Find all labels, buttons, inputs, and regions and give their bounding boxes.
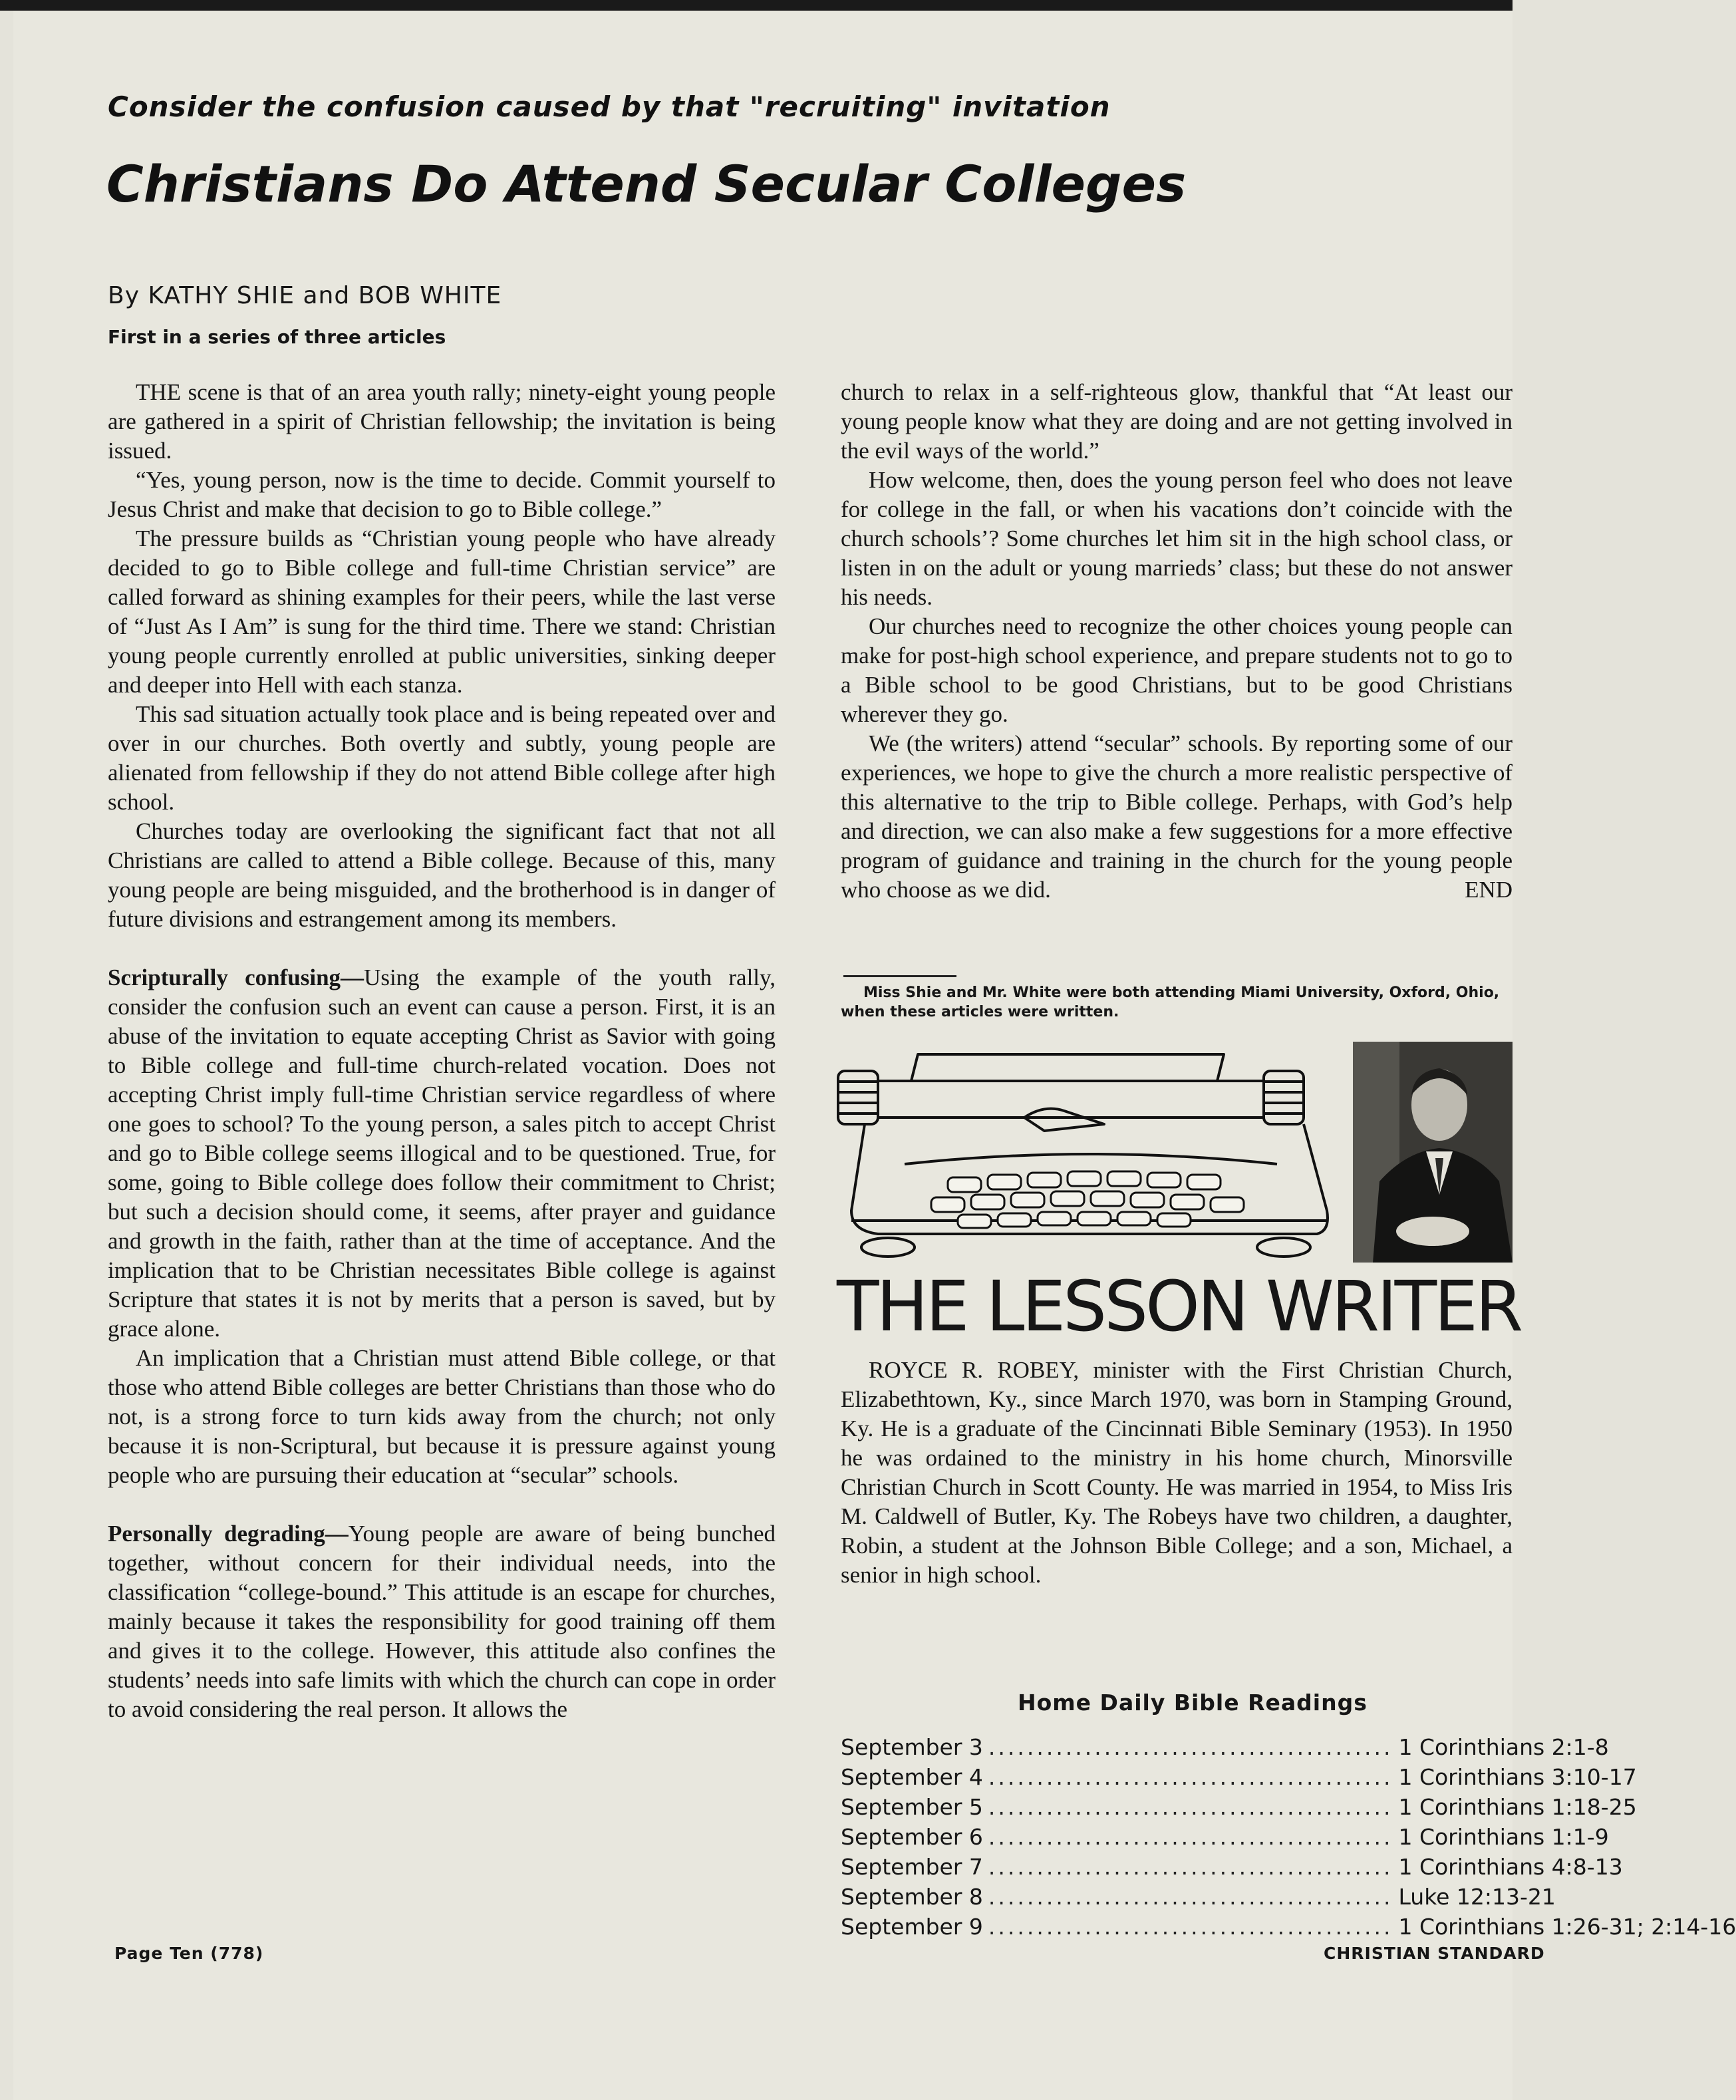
note-rule: [843, 975, 956, 977]
reading-row: [841, 1732, 1609, 1762]
paragraph: church to relax in a self-righteous glow, thankful that “At least our young people know what they are doing and are not getting involved in the evil ways of the world.”: [841, 379, 1513, 464]
author-note: Miss Shie and Mr. White were both attending Miami University, Oxford, Ohio, when these articles were written.: [841, 984, 1500, 1020]
author-photo-portrait: [1353, 1042, 1513, 1263]
section-text: Using the example of the youth rally, consider the confusion such an event can cause a person. First, it is an abuse of the invitation to equate accepting Christ as Savior with going to Bible college and full-time church-related vocation. Does not accepting Christ imply full-time Christian service regardless of where one goes to school? To the young person, a sales pitch to accept Christ and go to Bible college seems illogical and to be questioned. True, for some, going to Bible college does follow their commitment to Christ; but such a decision should come, it seems, after prayer and guidance and growth in the faith, rather than at the time of acceptance. And the implication that to be Christian necessitates Bible college is against Scripture that states it is not by merits that a person is saved, but by grace alone.: [108, 965, 776, 1342]
lesson-writer-bio: ROYCE R. ROBEY, minister with the First Christian Church, Elizabethtown, Ky., since March 1970, was born in Stamping Ground, Ky. He is a graduate of the Cincinnati Bible Seminary (1953). In 1950 he was ordained to the ministry in his home church, Minorsville Christian Church in Scott County. He was married in 1954, to Miss Iris M. Caldwell of Butler, Ky. The Robeys have two children, a daughter, Robin, a student at the Johnson Bible College; and a son, Michael, a senior in high school.: [841, 1357, 1513, 1588]
reading-row: [841, 1882, 1556, 1912]
paragraph: THE scene is that of an area youth rally; ninety-eight young people are gathered in a spirit of Christian fellowship; the invitation is being issued.: [108, 379, 776, 464]
paragraph: Our churches need to recognize the other choices young people can make for post-high school experience, and prepare students not to go to a Bible school to be good Christians, but to be good Christians wherever they go.: [841, 613, 1513, 727]
publication-name: CHRISTIAN STANDARD: [1324, 1944, 1545, 1963]
reading-row: [841, 1912, 1736, 1942]
reading-date: September 3: [841, 1734, 983, 1760]
leader-dots: ..........................................: [988, 1884, 1393, 1910]
paragraph: We (the writers) attend “secular” schools. By reporting some of our experiences, we hope to give the church a more realistic perspective of this alternative to the trip to Bible college. Perhaps, with God’s help and direction, we can also make a few suggestions for a more effective program of guidance and training in the church for the young people who choose as we did.: [841, 730, 1513, 903]
leader-dots: ..........................................: [988, 1794, 1393, 1820]
reading-row: [841, 1852, 1623, 1882]
section-scripturally-confusing: [108, 963, 776, 1344]
article-right-column: [841, 378, 1513, 905]
leader-dots: ..........................................: [988, 1764, 1393, 1790]
reading-reference: 1 Corinthians 3:10-17: [1398, 1764, 1637, 1790]
paragraph: This sad situation actually took place and is being repeated over and over in our churches. Both overtly and subtly, young people are alienated from fellowship if they do not attend Bible college after high school.: [108, 701, 776, 815]
reading-date: September 9: [841, 1914, 983, 1940]
reading-reference: 1 Corinthians 4:8-13: [1398, 1854, 1623, 1880]
typewriter-illustration: [825, 1044, 1344, 1264]
article-left-column: [108, 378, 776, 1724]
leader-dots: ..........................................: [988, 1854, 1393, 1880]
section-heading: Personally degrading—: [108, 1521, 349, 1547]
paragraph: An implication that a Christian must attend Bible college, or that those who attend Bible colleges are better Christians than those who do not, is a strong force to turn kids away from the church; not only because it is non-Scriptural, but because it is pressure against young people who are pursuing their education at “secular” schools.: [108, 1345, 776, 1488]
reading-date: September 7: [841, 1854, 983, 1880]
reading-row: [841, 1762, 1637, 1792]
paragraph: “Yes, young person, now is the time to decide. Commit yourself to Jesus Christ and make that decision to go to Bible college.”: [108, 467, 776, 522]
section-personally-degrading: [108, 1519, 776, 1724]
reading-reference: Luke 12:13-21: [1398, 1884, 1556, 1910]
reading-reference: 1 Corinthians 2:1-8: [1398, 1734, 1609, 1760]
paragraph-with-end: [841, 729, 1513, 905]
reading-date: September 4: [841, 1764, 983, 1790]
paragraph: The pressure builds as “Christian young people who have already decided to go to Bible college and full-time Christian service” are called forward as shining examples for their peers, while the last verse of “Just As I Am” is sung for the third time. There we stand: Christian young people currently enrolled at public universities, sinking deeper and deeper into Hell with each stanza.: [108, 525, 776, 698]
page-number: Page Ten (778): [114, 1944, 264, 1963]
readings-table: [841, 1732, 1736, 1942]
reading-reference: 1 Corinthians 1:26-31; 2:14-16: [1398, 1914, 1736, 1940]
lesson-writer-bio-block: [841, 1356, 1513, 1590]
paragraph: How welcome, then, does the young person feel who does not leave for college in the fall, or when his vacations don’t coincide with the church schools’? Some churches let him sit in the high school class, or listen in on the adult or young marrieds’ class; but these do not answer his needs.: [841, 467, 1513, 610]
reading-reference: 1 Corinthians 1:18-25: [1398, 1794, 1637, 1820]
leader-dots: ..........................................: [988, 1734, 1393, 1760]
leader-dots: ..........................................: [988, 1824, 1393, 1850]
lesson-writer-title: THE LESSON WRITER: [837, 1266, 1521, 1347]
readings-title: Home Daily Bible Readings: [1018, 1690, 1368, 1716]
scan-edge: [0, 0, 1513, 11]
end-mark: END: [1465, 877, 1513, 903]
series-note: First in a series of three articles: [108, 326, 446, 348]
author-photo: [1353, 1042, 1513, 1263]
article-kicker: Consider the confusion caused by that "recruiting" invitation: [108, 90, 1111, 123]
reading-reference: 1 Corinthians 1:1-9: [1398, 1824, 1609, 1850]
leader-dots: ..........................................: [988, 1914, 1393, 1940]
article-byline: By KATHY SHIE and BOB WHITE: [108, 282, 502, 309]
reading-row: [841, 1792, 1637, 1822]
paragraph: Churches today are overlooking the significant fact that not all Christians are called to attend a Bible college. Because of this, many young people are being misguided, and the brotherhood is in danger of future divisions and estrangement among its members.: [108, 818, 776, 932]
reading-date: September 6: [841, 1824, 983, 1850]
reading-row: [841, 1822, 1609, 1852]
section-text: Young people are aware of being bunched together, without concern for their individual needs, into the classification “college-bound.” This attitude is an escape for churches, mainly because it takes the responsibility for good training off them and gives it to the college. However, this attitude also confines the students’ needs into safe limits with which the church can cope in order to avoid considering the real person. It allows the: [108, 1521, 776, 1722]
article-title: Christians Do Attend Secular Colleges: [106, 154, 1187, 214]
reading-date: September 8: [841, 1884, 983, 1910]
reading-date: September 5: [841, 1794, 983, 1820]
section-heading: Scripturally confusing—: [108, 965, 364, 990]
